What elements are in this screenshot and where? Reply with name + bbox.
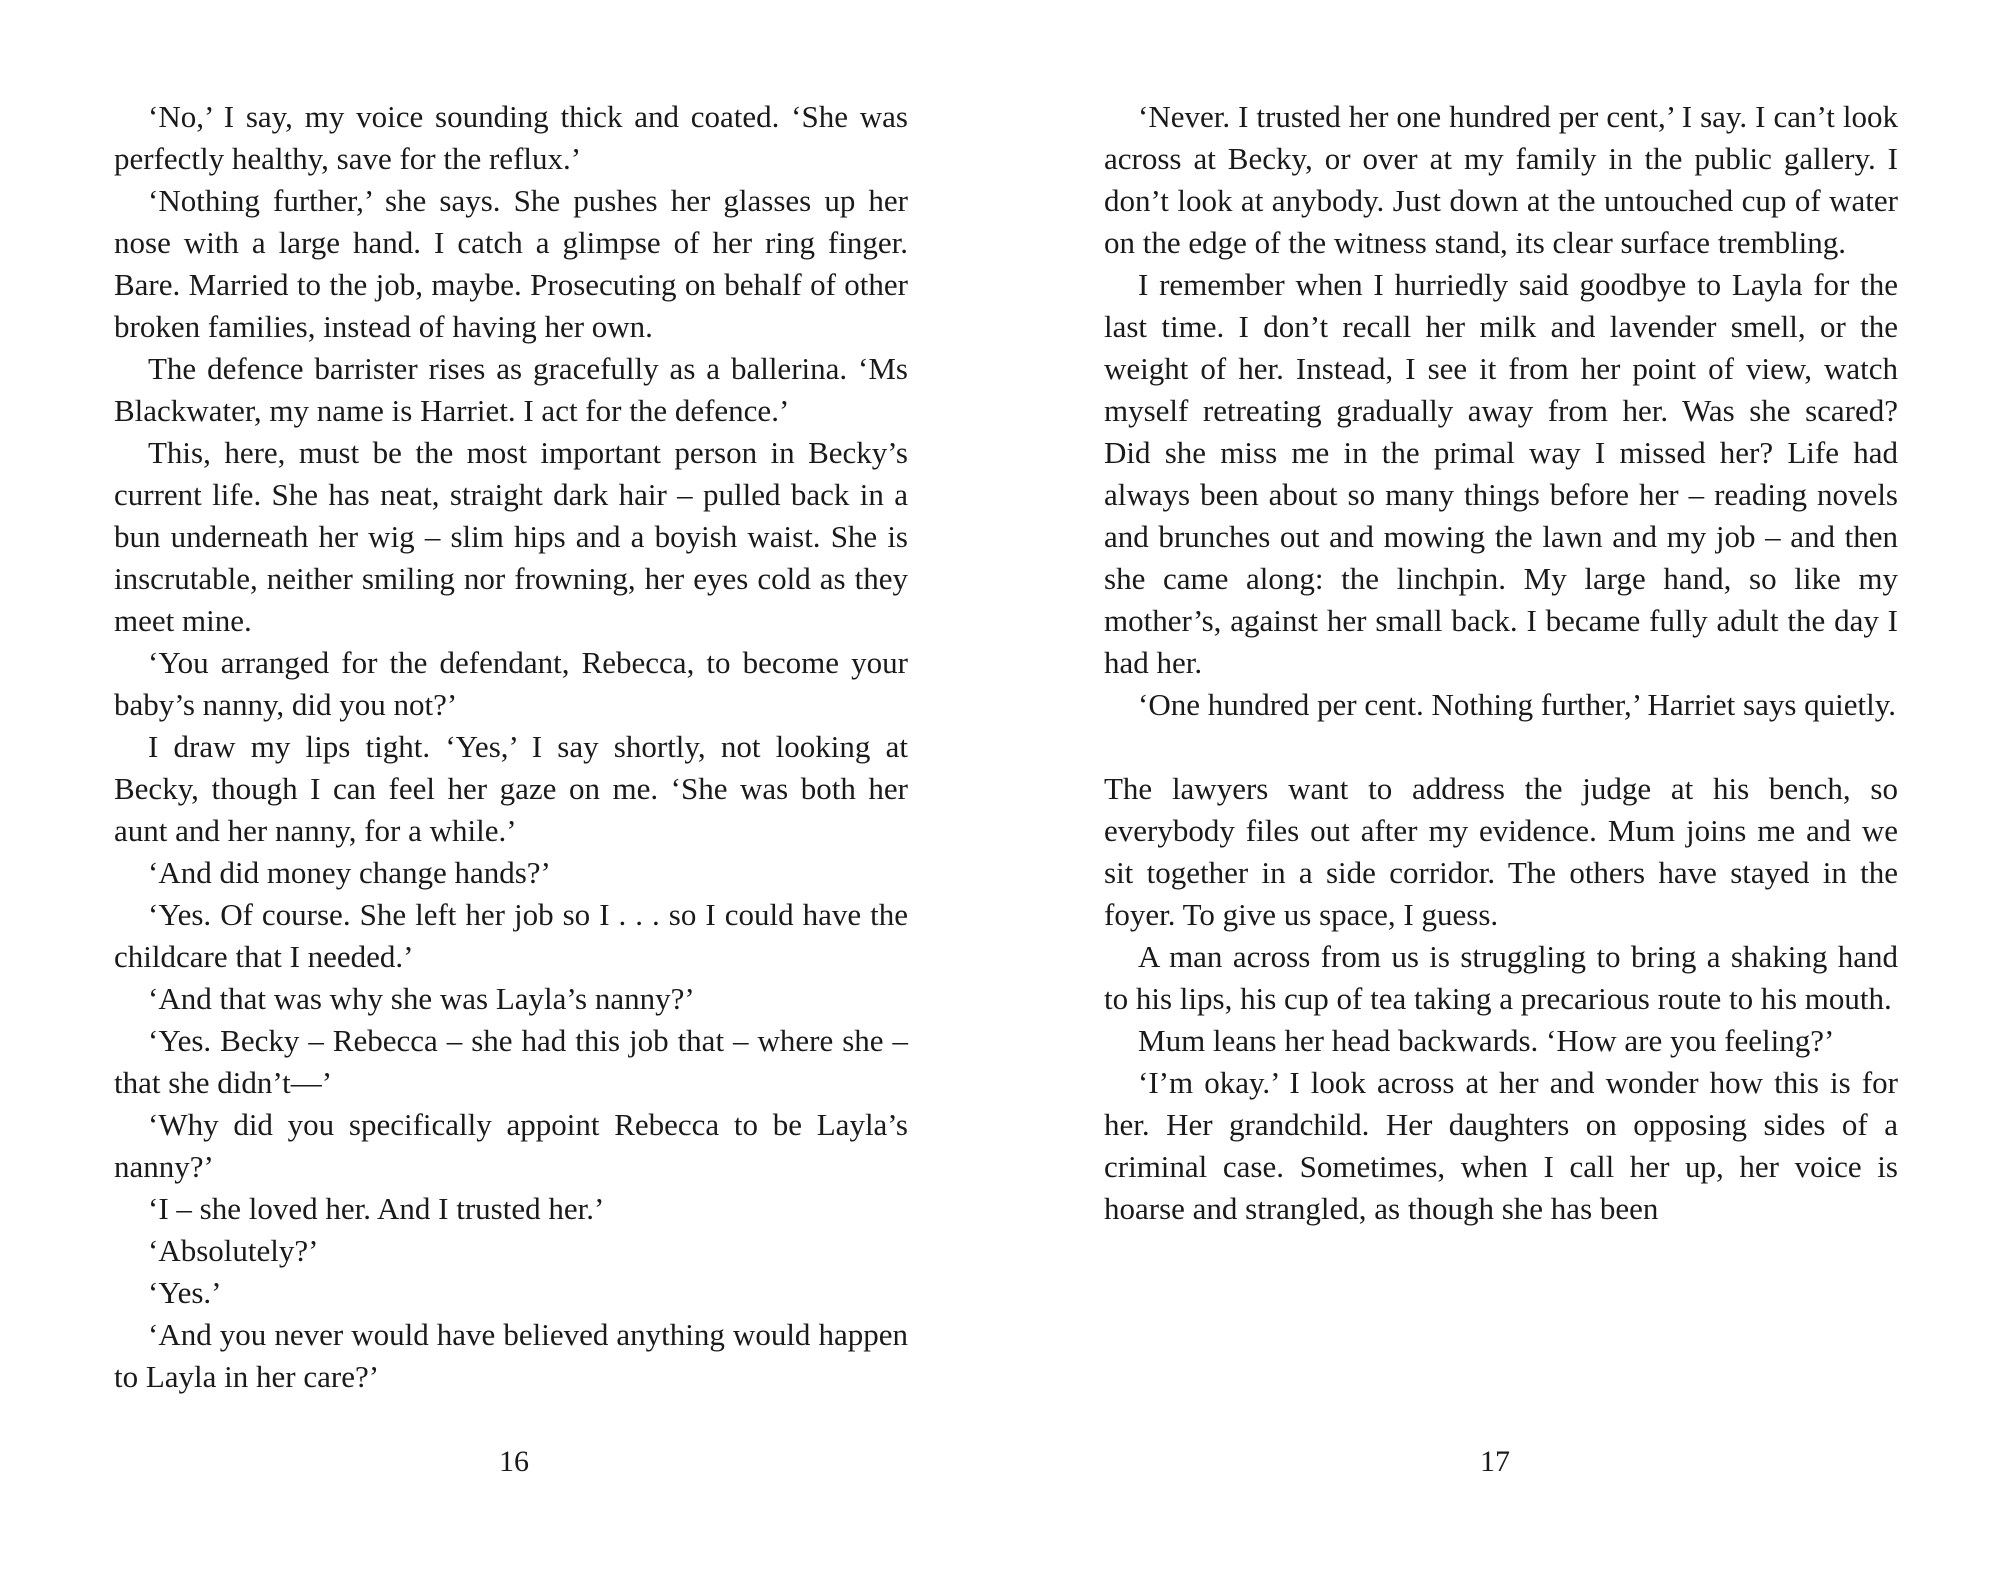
paragraph: ‘Never. I trusted her one hundred per cent,’ I say. I can’t look across at Becky, or over at my family in the public gallery. I don’t look at anybody. Just down at the untouched cup of water on the edge of the witness stand, its clear surface trembling. bbox=[1104, 99, 1898, 260]
paragraph: ‘And did money change hands?’ bbox=[148, 855, 551, 890]
left-page-text bbox=[114, 96, 908, 1398]
paragraph: ‘Why did you specifically appoint Rebecca to be Layla’s nanny?’ bbox=[114, 1107, 908, 1184]
paragraph: I draw my lips tight. ‘Yes,’ I say shortly, not looking at Becky, though I can feel her gaze on me. ‘She was both her aunt and her nanny, for a while.’ bbox=[114, 729, 908, 848]
paragraph: ‘Yes.’ bbox=[148, 1275, 222, 1310]
paragraph: Mum leans her head backwards. ‘How are you feeling?’ bbox=[1138, 1023, 1835, 1058]
paragraph: ‘I’m okay.’ I look across at her and wonder how this is for her. Her grandchild. Her daughters on opposing sides of a criminal case. Sometimes, when I call her up, her voice is hoarse and strangled, as though she has been bbox=[1104, 1065, 1898, 1226]
paragraph: ‘Nothing further,’ she says. She pushes her glasses up her nose with a large hand. I catch a glimpse of her ring finger. Bare. Married to the job, maybe. Prosecuting on behalf of other broken families, instead of having her own. bbox=[114, 183, 908, 344]
paragraph: I remember when I hurriedly said goodbye to Layla for the last time. I don’t recall her milk and lavender smell, or the weight of her. Instead, I see it from her point of view, watch myself retreating gradually away from her. Was she scared? Did she miss me in the primal way I missed her? Life had always been about so many things before her – reading novels and brunches out and mowing the lawn and my job – and then she came along: the linchpin. My large hand, so like my mother’s, against her small back. I became fully adult the day I had her. bbox=[1104, 267, 1898, 680]
right-page-text bbox=[1104, 96, 1898, 1230]
paragraph: This, here, must be the most important person in Becky’s current life. She has neat, straight dark hair – pulled back in a bun underneath her wig – slim hips and a boyish waist. She is inscrutable, neither smiling nor frowning, her eyes cold as they meet mine. bbox=[114, 435, 908, 638]
paragraph: ‘One hundred per cent. Nothing further,’ Harriet says quietly. bbox=[1138, 687, 1897, 722]
paragraph: ‘And that was why she was Layla’s nanny?’ bbox=[148, 981, 695, 1016]
paragraph: ‘Absolutely?’ bbox=[148, 1233, 319, 1268]
paragraph: ‘And you never would have believed anything would happen to Layla in her care?’ bbox=[114, 1317, 908, 1394]
paragraph: ‘I – she loved her. And I trusted her.’ bbox=[148, 1191, 605, 1226]
page-number-left: 16 bbox=[499, 1445, 529, 1478]
paragraph: ‘You arranged for the defendant, Rebecca, to become your baby’s nanny, did you not?’ bbox=[114, 645, 908, 722]
paragraph: The defence barrister rises as gracefully as a ballerina. ‘Ms Blackwater, my name is Harriet. I act for the defence.’ bbox=[114, 351, 908, 428]
right-page bbox=[1104, 96, 1898, 1230]
paragraph: The lawyers want to address the judge at his bench, so everybody files out after my evidence. Mum joins me and we sit together in a side corridor. The others have stayed in the foyer. To give us space, I guess. bbox=[1104, 771, 1898, 932]
paragraph: ‘Yes. Becky – Rebecca – she had this job that – where she – that she didn’t—’ bbox=[114, 1023, 908, 1100]
paragraph: A man across from us is struggling to bring a shaking hand to his lips, his cup of tea taking a precarious route to his mouth. bbox=[1104, 939, 1898, 1016]
paragraph: ‘No,’ I say, my voice sounding thick and coated. ‘She was perfectly healthy, save for the reflux.’ bbox=[114, 99, 908, 176]
paragraph: ‘Yes. Of course. She left her job so I . . . so I could have the childcare that I needed.’ bbox=[114, 897, 908, 974]
page-number-right: 17 bbox=[1480, 1445, 1510, 1478]
left-page bbox=[114, 96, 908, 1398]
